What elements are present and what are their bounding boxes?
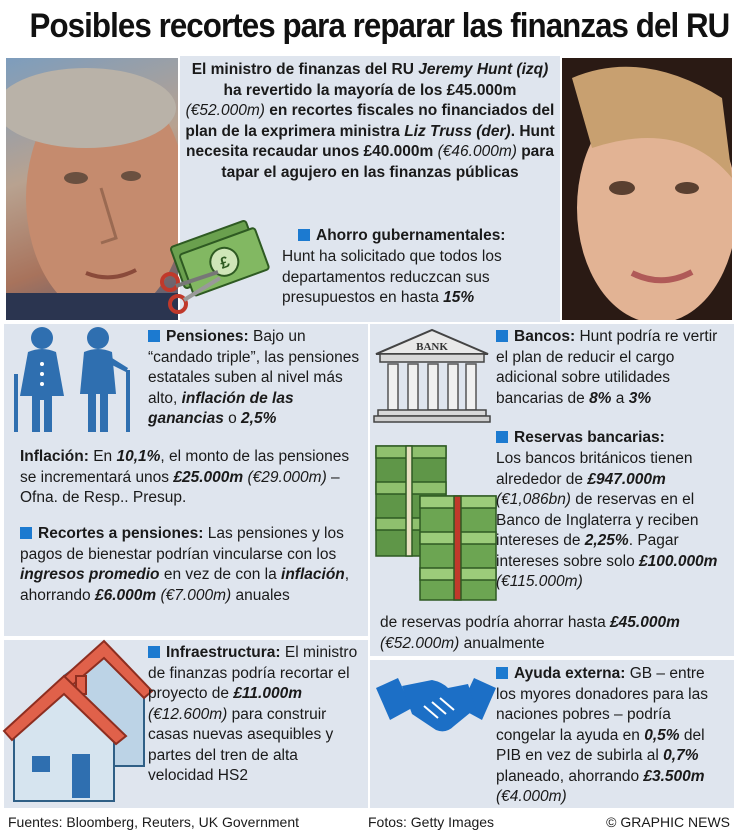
bullet-square-icon: [496, 431, 508, 443]
pensiones-infl: inflación de las ganancias: [148, 389, 294, 427]
footer-sources: Fuentes: Bloomberg, Reuters, UK Government: [8, 814, 300, 830]
recortes-text: anuales: [231, 586, 290, 604]
section-reservas-head: [496, 428, 728, 449]
pensiones-text: o: [223, 410, 242, 427]
reservas-text: anualmente: [459, 634, 545, 652]
ayuda-text: planeado, ahorrando: [496, 767, 644, 785]
bank-sign: BANK: [416, 341, 448, 353]
section-ayuda: [496, 664, 728, 808]
infra-heading: Infraestructura:: [166, 644, 281, 661]
bancos-heading: Bancos:: [514, 328, 576, 345]
pensioners-icon: [8, 324, 148, 434]
bancos-pct1: 8%: [589, 389, 612, 407]
pensiones-pct: 2,5%: [241, 410, 277, 427]
ahorro-pct: 15%: [443, 289, 475, 306]
section-reservas-tail: [380, 613, 730, 654]
bullet-square-icon: [496, 667, 508, 679]
recortes-amount: £6.000m: [94, 586, 157, 604]
bullet-square-icon: [496, 330, 508, 342]
bancos-text: Hunt podría re vertir el plan de reducir el cargo adicional sobre utilidades bancarias de: [496, 328, 718, 407]
recortes-text: Las pensiones y los pagos de bienestar podrían vincularse con los: [20, 525, 344, 563]
footer-credit: © GRAPHIC NEWS: [606, 814, 730, 830]
bullet-square-icon: [20, 527, 32, 539]
infra-amount: £11.000m: [233, 685, 302, 702]
inflacion-text: En: [88, 448, 117, 465]
reservas-amount: £947.000m: [587, 470, 666, 488]
pensiones-heading: Pensiones:: [166, 328, 249, 345]
recortes-infl: inflación: [281, 566, 345, 583]
reservas-amount3: £45.000m: [610, 614, 680, 631]
bullet-square-icon: [298, 229, 310, 241]
intro-text: [182, 60, 558, 183]
reservas-text: de reservas en el Banco de Inglaterra y reciben intereses de: [496, 491, 699, 549]
intro-eur: (€46.000m): [437, 143, 517, 160]
ahorro-heading: Ahorro gubernamentales:: [316, 227, 506, 244]
inflacion-pct: 10,1%: [116, 448, 161, 465]
inflacion-text: – Ofna. de Resp.. Presup.: [20, 468, 340, 506]
photo-liz-truss: [562, 58, 732, 320]
section-inflacion: [20, 447, 366, 509]
reservas-amount2: £100.000m: [639, 552, 718, 570]
ayuda-pct1: 0,5%: [644, 726, 680, 744]
inflacion-eur: (€29.000m): [247, 468, 327, 486]
intro-hunt: Jeremy Hunt (izq): [418, 61, 549, 78]
reservas-text: de reservas podría ahorrar hasta: [380, 614, 611, 631]
reservas-pct: 2,25%: [584, 532, 629, 549]
intro-part: para tapar el agujero en las finanzas públicas: [221, 143, 554, 181]
reservas-text: . Pagar intereses sobre solo: [496, 532, 679, 570]
section-recortes: [20, 524, 366, 606]
infra-eur: (€12.600m): [148, 705, 228, 723]
ayuda-pct2: 0,7%: [663, 747, 699, 764]
intro-part: ha revertido la mayoría de los £45.000m: [223, 81, 517, 99]
bancos-text: a: [611, 389, 629, 407]
ahorro-text: Hunt ha solicitado que todos los departamentos reduczcan sus presupuestos en hasta: [282, 248, 502, 306]
section-ahorro: [298, 226, 560, 247]
bancos-pct2: 3%: [628, 389, 652, 407]
ahorro-body: [282, 247, 560, 309]
reservas-heading: Reservas bancarias:: [514, 429, 665, 446]
handshake-icon: [376, 668, 496, 748]
houses-icon: [4, 636, 154, 806]
ayuda-heading: Ayuda externa:: [514, 665, 626, 682]
inflacion-amount: £25.000m: [173, 468, 244, 486]
infra-text: El ministro de finanzas podría recortar el proyecto de: [148, 644, 358, 702]
inflacion-heading: Inflación:: [20, 448, 89, 465]
money-stacks-icon: [372, 426, 502, 606]
bullet-square-icon: [148, 330, 160, 342]
inflacion-text: , el monto de las pensiones se incrementará unos: [20, 448, 350, 486]
ayuda-text: GB – entre los myores donadores para las naciones pobres – podría congelar la ayuda en: [496, 665, 708, 744]
section-reservas-body: [496, 449, 728, 593]
section-infra: [148, 643, 366, 787]
intro-eur: (€52.000m): [185, 102, 265, 119]
footer-photos: Fotos: Getty Images: [368, 814, 495, 830]
intro-part: El ministro de finanzas del RU: [191, 61, 419, 78]
reservas-text: Los bancos británicos tienen alrededor de: [496, 450, 693, 488]
svg-text:£: £: [217, 253, 232, 273]
recortes-text: , ahorrando: [20, 566, 350, 604]
recortes-text: en vez de con la: [159, 566, 282, 583]
section-bancos: [496, 327, 728, 409]
pensiones-text: Bajo un “candado triple”, las pensiones estatales suben al nivel más alto,: [148, 328, 360, 407]
bank-icon: [372, 326, 492, 426]
infra-text: para construir casas nuevas asequibles y partes del tren de alta velocidad HS2: [148, 705, 334, 784]
ayuda-text: del PIB en vez de subirla al: [496, 726, 705, 764]
recortes-ingresos: ingresos promedio: [20, 566, 160, 583]
recortes-heading: Recortes a pensiones:: [38, 525, 204, 542]
intro-part: en recortes fiscales no financiados del plan de la exprimera ministra: [185, 102, 555, 140]
reservas-eur3: (€52.000m): [380, 634, 460, 652]
section-pensiones: [148, 327, 366, 430]
page-title: Posibles recortes para reparar las finanzas del RU: [29, 7, 730, 45]
ayuda-eur: (€4.000m): [496, 788, 567, 805]
intro-truss: Liz Truss (der): [404, 122, 511, 140]
reservas-eur2: (€115.000m): [496, 573, 583, 590]
ayuda-amount: £3.500m: [643, 767, 705, 785]
recortes-eur: (€7.000m): [160, 586, 232, 604]
reservas-eur: (€1,086bn): [496, 491, 571, 508]
intro-part: . Hunt necesita recaudar unos £40.000m: [186, 122, 555, 160]
money-scissors-icon: [148, 212, 278, 322]
bullet-square-icon: [148, 646, 160, 658]
